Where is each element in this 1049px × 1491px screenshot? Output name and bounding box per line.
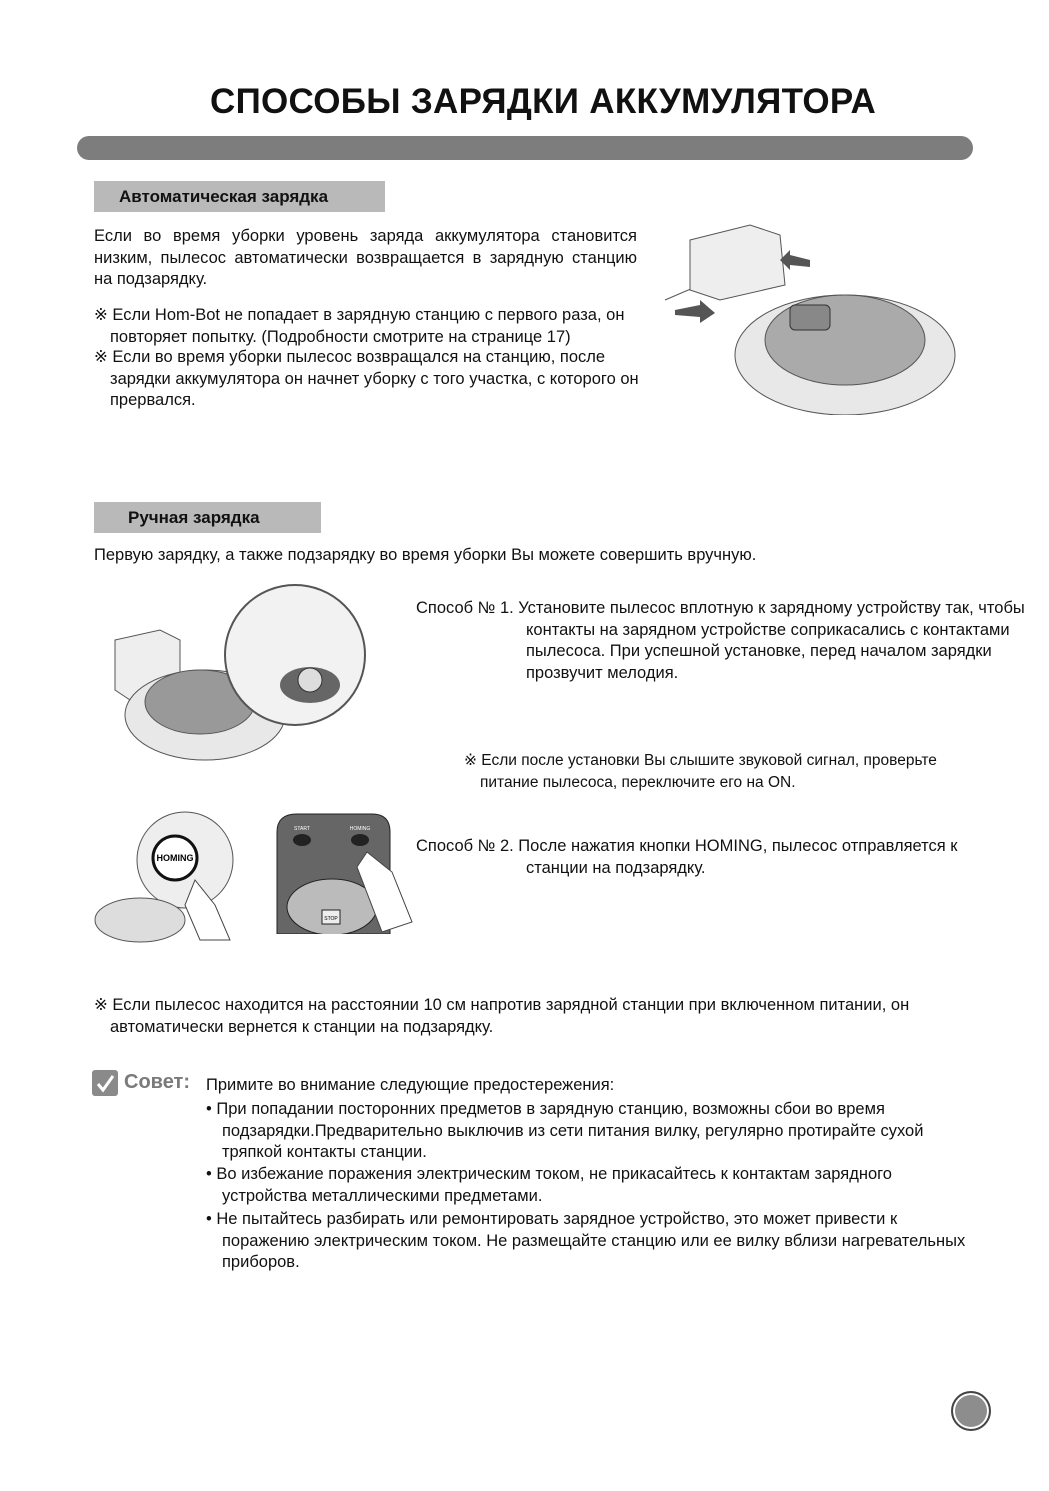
- homing-label-remote: HOMING: [349, 826, 371, 832]
- method-1-text: Способ № 1. Установите пылесос вплотную к зарядному устройству так, чтобы контакты на зарядном устройстве соприкасались с контактами пылесоса. При успешной установке, перед началом зарядки прозвучит мелодия.: [416, 599, 1025, 682]
- tip-item-3: • Не пытайтесь разбирать или ремонтировать зарядное устройство, это может привести к поражению электрическим током. Не размещайте станцию или ее вилку вблизи нагревательных приборов.: [206, 1210, 966, 1271]
- method-2-text: Способ № 2. После нажатия кнопки HOMING, пылесос отправляется к станции на подзарядку.: [416, 837, 958, 877]
- robot-docking-illustration: [660, 215, 960, 415]
- stop-label: STOP: [324, 916, 338, 922]
- auto-note-1: ※ Если Hom-Bot не попадает в зарядную станцию с первого раза, он повторяет попытку. (Подробности смотрите на странице 17): [94, 306, 625, 346]
- method-1-note: ※ Если после установки Вы слышите звуковой сигнал, проверьте питание пылесоса, переключите его на ON.: [464, 752, 937, 791]
- homing-button-illustration: [90, 810, 260, 945]
- page-title: СПОСОБЫ ЗАРЯДКИ АККУМУЛЯТОРА: [210, 82, 877, 121]
- manual-intro: Первую зарядку, а также подзарядку во время уборки Вы можете совершить вручную.: [94, 546, 757, 564]
- tip-label: Совет:: [124, 1071, 191, 1093]
- tip-item-2: • Во избежание поражения электрическим током, не прикасайтесь к контактам зарядного устройства металлическими предметами.: [206, 1165, 892, 1205]
- section-heading-manual: Ручная зарядка: [94, 502, 321, 533]
- arrow-icon: [780, 250, 810, 270]
- page-number-badge: [951, 1391, 991, 1431]
- distance-note: ※ Если пылесос находится на расстоянии 10 см напротив зарядной станции при включенном питании, он автоматически вернется к станции на подзарядку.: [94, 996, 910, 1036]
- tip-intro: Примите во внимание следующие предостережения:: [206, 1076, 615, 1094]
- start-label: START: [294, 826, 310, 832]
- section-heading-auto: Автоматическая зарядка: [94, 181, 385, 212]
- arrow-icon: [675, 300, 715, 323]
- homing-label: HOMING: [156, 853, 194, 863]
- robot-contacts-illustration: [110, 580, 380, 780]
- title-divider-bar: [77, 136, 973, 160]
- auto-note-2: ※ Если во время уборки пылесос возвращался на станцию, после зарядки аккумулятора он начнет уборку с того участка, с которого он прервался.: [94, 348, 639, 409]
- tip-item-1: • При попадании посторонних предметов в зарядную станцию, возможны сбои во время подзарядки.Предварительно выключив из сети питания вилку, регулярно протирайте сухой тряпкой контакты станции.: [206, 1100, 924, 1161]
- checkmark-icon: [92, 1070, 118, 1096]
- auto-intro: Если во время уборки уровень заряда аккумулятора становится низким, пылесос автоматически возвращается в зарядную станцию на подзарядку.: [94, 227, 637, 288]
- remote-control-illustration: [272, 812, 422, 934]
